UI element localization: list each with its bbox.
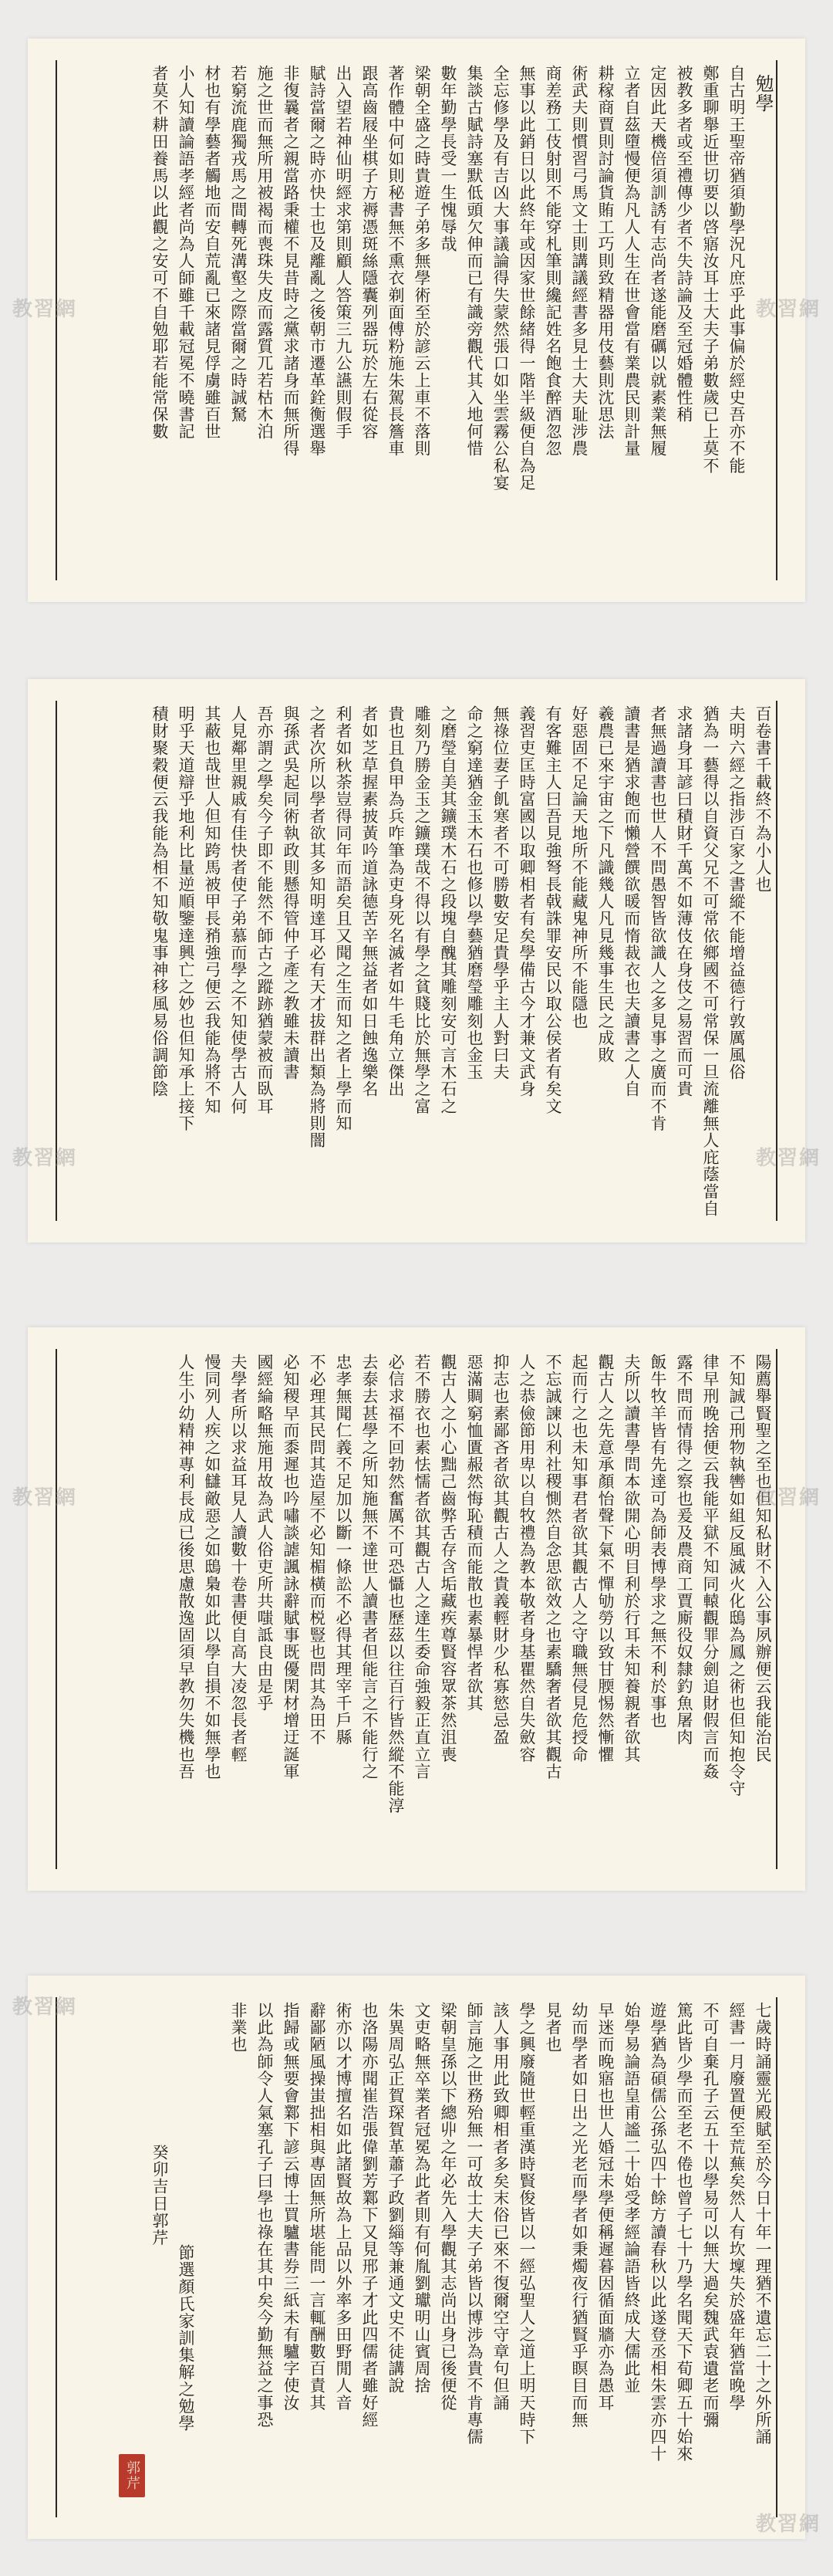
watermark: 教習網	[755, 298, 821, 321]
watermark: 教習網	[12, 298, 78, 321]
text-column: 指歸或無要會鄴下諺云博士買驢書券三紙未有驢字使汝	[282, 2002, 300, 2412]
text-column: 不忘誠諫以利社稷惻然自念思欲效之也素驕奢者欲其觀古	[544, 1354, 562, 1780]
text-column: 也洛陽亦聞崔浩張偉劉芳鄴下又見邢子才此四儒者雖好經	[360, 2002, 379, 2429]
text-column: 命之窮達猶金玉木石也修以學藝猶磨瑩雕刻也金玉	[465, 705, 484, 1081]
text-column: 數年勤學長受一生愧辱哉	[439, 65, 457, 253]
scroll-panel-1	[12, 39, 821, 602]
text-column: 陽薦舉賢聖之至也但知私財不入公事夙辦便云我能治民	[754, 1354, 772, 1763]
text-column: 者莫不耕田養馬以此觀之安可不自勉耶若能常保數	[150, 65, 169, 441]
text-column: 出入望若神仙明經求第則顧人答策三九公讌則假手	[334, 65, 352, 441]
text-column: 鄭重聊舉近世切要以啓寤汝耳士大夫子弟數歲已上莫不	[701, 65, 720, 475]
text-column: 夫明六經之指涉百家之書縱不能增益德行敦厲風俗	[727, 705, 746, 1081]
text-column: 始學易論語皇甫謐二十始受孝經論語皆終成大儒此並	[622, 2002, 641, 2395]
text-column: 定因此天機倍須訓誘有志尚者遂能磨礪以就素業無履	[649, 65, 667, 458]
text-column: 露不問而情得之察也爰及農商工賈廝役奴隸釣魚屠肉	[675, 1354, 693, 1746]
text-column: 集談古賦詩塞默低頭欠伸而已有識旁觀代其入地何惜	[465, 65, 484, 458]
text-column: 自古明王聖帝猶須勤學況凡庶乎此事偏於經史吾亦不能	[727, 65, 746, 475]
text-column: 以此為師令人氣塞孔子曰學也祿在其中矣今勤無益之事恐	[255, 2002, 274, 2429]
watermark: 教習網	[755, 2513, 821, 2536]
text-column: 全忘修學及有吉凶大事議論得失蒙然張口如坐雲霧公私宴	[491, 65, 510, 492]
text-column: 非復曩者之親當路秉權不見昔時之黨求諸身而無所得	[282, 65, 300, 458]
text-column: 施之世而無所用被褐而喪珠失皮而露質兀若枯木泊	[255, 65, 274, 441]
text-column: 必知稷早而黍遲也吟嘯談謔諷詠辭賦事既優閑材增迂誕軍	[282, 1354, 300, 1780]
watermark: 教習網	[12, 1486, 78, 1509]
text-column: 羲農已來宇宙之下凡識幾人凡見幾事生民之成敗	[596, 705, 615, 1064]
text-column: 律早刑晚捨便云我能平獄不知同轅觀罪分劍追財假言而姦	[701, 1354, 720, 1780]
text-column: 起而行之也未知事君者欲其觀古人之守職無侵見危授命	[570, 1354, 588, 1763]
text-column: 吾亦謂之學矣今子即不能然不師古之蹤跡猶蒙被而臥耳	[255, 705, 274, 1115]
text-column: 國經綸略無施用故為武人俗吏所共嗤詆良由是乎	[255, 1354, 274, 1712]
text-column: 猶為一藝得以自資父兄不可常依鄉國不可常保一旦流離無人庇蔭當自	[701, 705, 720, 1217]
scroll-panel-2	[12, 679, 821, 1242]
text-column: 必信求福不回勃然奮厲不可恐懾也歷茲以往百行皆然縱不能淳	[386, 1354, 405, 1814]
text-column: 慢同列人疾之如讎敵惡之如鴟梟如此以學自損不如無學也	[203, 1354, 221, 1780]
text-column: 積財聚穀便云我能為相不知敬鬼事神移風易俗調節陰	[150, 705, 169, 1098]
column-spacer	[199, 1997, 225, 2517]
text-column: 早迷而晚寤也世人婚冠未學便稱遲暮因循面牆亦為愚耳	[596, 2002, 615, 2412]
text-column: 不必理其民問其造屋不必知楣橫而棁豎也問其為田不	[308, 1354, 326, 1746]
text-column: 該人事用此致卿相者多矣末俗已來不復爾空守章句但誦	[491, 2002, 510, 2412]
text-column: 辭鄙陋風操蚩拙相與專固無所堪能問一言輒酬數百責其	[308, 2002, 326, 2412]
text-column: 經書一月廢置便至荒蕪矣然人有坎壈失於盛年猶當晚學	[727, 2002, 746, 2412]
text-column: 無祿位妻子飢寒者不可勝數安足貴學乎主人對曰夫	[491, 705, 510, 1081]
text-column: 求諸身耳諺曰積財千萬不如薄伎在身伎之易習而可貴	[675, 705, 693, 1098]
text-column: 人見鄰里親戚有佳快者使子弟慕而學之不知使學古人何	[229, 705, 248, 1115]
text-columns	[56, 1997, 777, 2517]
text-column: 雕刻乃勝金玉之鑛璞哉不得以有學之貧賤比於無學之富	[413, 705, 431, 1115]
text-column: 不可自棄孔子云五十以學易可以無大過矣魏武袁遺老而彌	[701, 2002, 720, 2429]
text-column: 飯牛牧羊皆有先達可為師表博學求之無不利於事也	[649, 1354, 667, 1729]
text-column: 觀古人之先意承顏怡聲下氣不憚劬勞以致甘腝惕然慚懼	[596, 1354, 615, 1763]
watermark: 教習網	[755, 1486, 821, 1509]
text-column: 好惡固不足論天地所不能藏鬼神所不能隱也	[570, 705, 588, 1029]
artist-seal: 郭芹	[119, 2454, 145, 2497]
text-column: 明乎天道辯乎地利比量逆順鑒達興亡之妙也但知承上接下	[177, 705, 195, 1132]
text-column: 術武夫則慣習弓馬文士則講議經書多見士大夫耻涉農	[570, 65, 588, 458]
text-column: 篤此皆少學而至老不倦也曾子七十乃學名聞天下荀卿五十始來	[675, 2002, 693, 2463]
watermark: 教習網	[12, 1147, 78, 1170]
text-column: 學之興廢隨世輕重漢時賢俊皆以一經弘聖人之道上明天時下	[518, 2002, 536, 2446]
text-column: 之者次所以學者欲其多知明達耳必有天才拔群出類為將則闇	[308, 705, 326, 1149]
text-column: 人之恭儉節用卑以自牧禮為教本敬者身基瞿然自失斂容	[518, 1354, 536, 1763]
text-column: 人生小幼精神專利長成已後思慮散逸固須早教勿失機也吾	[177, 1354, 195, 1780]
text-column: 讀書是猶求飽而懶營饌欲暖而惰裁衣也夫讀書之人自	[622, 705, 641, 1098]
text-column: 無事以此銷日以此終年或因家世餘緒得一階半級便自為足	[518, 65, 536, 492]
text-column: 遊學猶為碩儒公孫弘四十餘方讀春秋以此遂登丞相朱雲亦四十	[649, 2002, 667, 2463]
text-column: 抑志也素鄙吝者欲其觀古人之貴義輕財少私寡慾忌盈	[491, 1354, 510, 1746]
scroll-panel-3	[12, 1327, 821, 1891]
text-column: 立者自茲墮慢便為凡人人生在世會當有業農民則計量	[622, 65, 641, 458]
text-column: 忠孝無聞仁義不足加以斷一條訟不必得其理宰千戶縣	[334, 1354, 352, 1746]
text-column: 被教多者或至禮傳少者不失詩論及至冠婚體性稍	[675, 65, 693, 424]
scroll-panel-4	[12, 1976, 821, 2539]
text-columns	[56, 701, 777, 1221]
text-column: 不知誠己刑物執轡如組反風滅火化鴟為鳳之術也但知抱令守	[727, 1354, 746, 1797]
text-column: 若窮流鹿獨戎馬之間轉死溝壑之際當爾之時誠駑	[229, 65, 248, 424]
text-column: 夫學者所以求益耳見人讀數十卷書便自高大凌忽長者輕	[229, 1354, 248, 1763]
text-column: 耕稼商賈則討論貨賄工巧則致精器用伎藝則沈思法	[596, 65, 615, 441]
text-column: 百卷書千載終不為小人也	[754, 705, 772, 894]
text-column: 見者也	[544, 2002, 562, 2054]
text-column: 惡滿賙窮恤匱赧然悔恥積而能散也素暴悍者欲其	[465, 1354, 484, 1712]
text-column: 小人知讀論語孝經者尚為人師雖千載冠冕不曉書記	[177, 65, 195, 441]
text-column: 師言施之世務殆無一可故士大夫子弟皆以博涉為貴不肯專儒	[465, 2002, 484, 2446]
text-column: 著作體中何如則秘書無不熏衣剃面傅粉施朱駕長簷車	[386, 65, 405, 458]
watermark: 教習網	[12, 1996, 78, 2019]
text-column: 義習吏匡時富國以取卿相者有矣學備古今才兼文武身	[518, 705, 536, 1098]
text-column: 去泰去甚學之所知施無不達世人讀書者但能言之不能行之	[360, 1354, 379, 1780]
text-column: 術亦以才博擅名如此諸賢故為上品以外率多田野閒人音	[334, 2002, 352, 2412]
text-column: 與孫武吳起同術執政則懸得管仲子產之教雖未讀書	[282, 705, 300, 1081]
text-column: 商差務工伎射則不能穿札筆則纔記姓名飽食醉酒忽忽	[544, 65, 562, 458]
text-column: 跟高齒屐坐棋子方褥憑斑絲隱囊列器玩於左右從容	[360, 65, 379, 441]
text-column: 若不勝衣也素怯懦者欲其觀古人之達生委命強毅正直立言	[413, 1354, 431, 1780]
text-column: 之磨瑩自美其鑛璞木石之段塊自醜其雕刻安可言木石之	[439, 705, 457, 1115]
text-column: 幼而學者如日出之光老而學者如秉燭夜行猶賢乎瞑目而無	[570, 2002, 588, 2429]
text-column: 有客難主人曰吾見強弩長戟誅罪安民以取公侯者有矣文	[544, 705, 562, 1115]
text-column: 者如芝草握素披黃吟道詠德苦辛無益者如日蝕逸樂名	[360, 705, 379, 1098]
text-column: 非業也	[229, 2002, 248, 2054]
text-column: 觀古人之小心黜己齒弊舌存含垢藏疾尊賢容眾茶然沮喪	[439, 1354, 457, 1763]
essay-title: 勉學	[752, 74, 774, 113]
text-column: 夫所以讀書學問本欲開心明目利於行耳未知養親者欲其	[622, 1354, 641, 1763]
text-columns	[56, 60, 777, 580]
text-column: 賦詩當爾之時亦快士也及離亂之後朝市遷革銓衡選舉	[308, 65, 326, 458]
text-column: 朱異周弘正賀琛賀革蕭子政劉緇等兼通文史不徒講說	[386, 2002, 405, 2395]
text-column: 七歲時誦靈光殿賦至於今日十年一理猶不遺忘二十之外所誦	[754, 2002, 772, 2446]
signature-line: 癸卯吉日郭芹	[150, 2144, 169, 2246]
colophon-line: 節選顏氏家訓集解之勉學	[177, 2244, 195, 2432]
text-column: 利者如秋荼豈得同年而語矣且又聞之生而知之者上學而知	[334, 705, 352, 1132]
text-columns	[56, 1349, 777, 1869]
text-column: 貴也且負甲為兵咋筆為吏身死名滅者如牛毛角立傑出	[386, 705, 405, 1098]
text-column: 材也有學藝者觸地而安自荒亂已來諸見俘虜雖百世	[203, 65, 221, 441]
text-column: 文吏略無卒業者冠冕為此者則有何胤劉瓛明山賓周捨	[413, 2002, 431, 2395]
watermark: 教習網	[755, 1147, 821, 1170]
text-column: 梁朝皇孫以下總丱之年必先入學觀其志尚出身已後便從	[439, 2002, 457, 2412]
text-column: 者無過讀書也世人不問愚智皆欲識人之多見事之廣而不肯	[649, 705, 667, 1132]
text-column: 梁朝全盛之時貴遊子弟多無學術至於諺云上車不落則	[413, 65, 431, 458]
text-column: 其蔽也哉世人但知跨馬被甲長矟強弓便云我能為將不知	[203, 705, 221, 1115]
